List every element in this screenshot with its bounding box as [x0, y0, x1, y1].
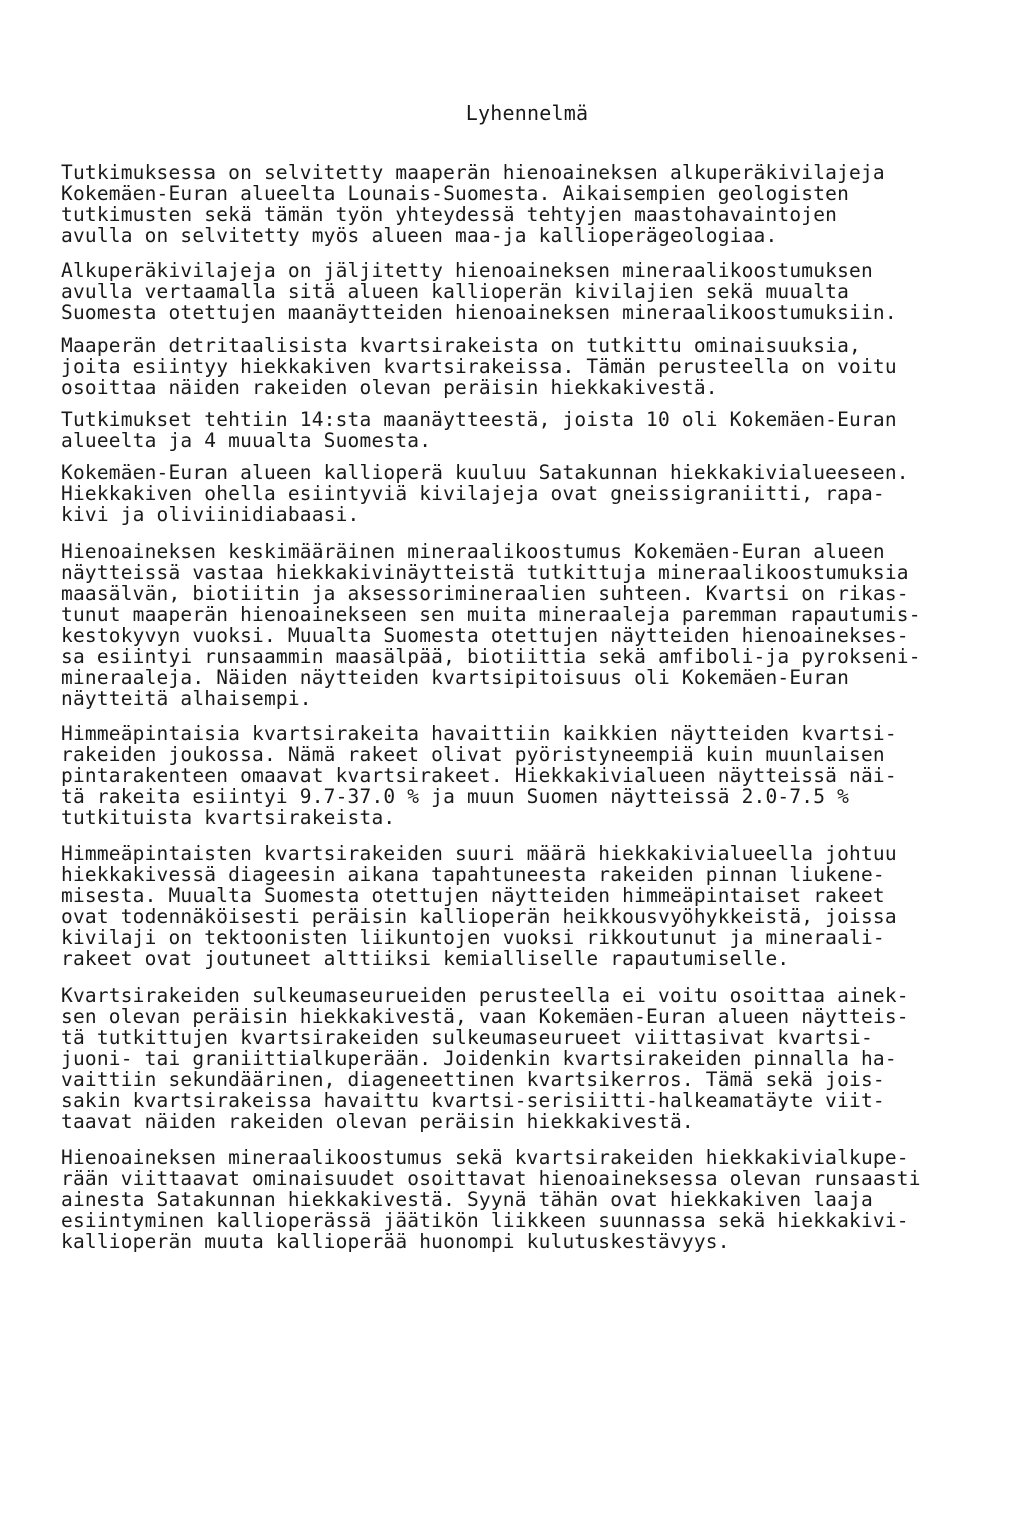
paragraph-4: Tutkimukset tehtiin 14:sta maanäytteestä, joista 10 oli Kokemäen-Euran alueelta ja 4 muualta Suomesta. [61, 408, 897, 452]
paragraph-10: Hienoaineksen mineraalikoostumus sekä kvartsirakeiden hiekkakivialkupe- rään viittaavat ominaisuudet osoittavat hienoaineksessa olevan runsaasti ainesta Satakunnan hiekkakivestä. Syynä tähän ovat hiekkakiven laaja esiintyminen kallioperässä jäätikön liikkeen suunnassa sekä hiekkakivi- kallioperän muuta kallioperää huonompi kulutuskestävyys. [61, 1146, 921, 1253]
paragraph-2: Alkuperäkivilajeja on jäljitetty hienoaineksen mineraalikoostumuksen avulla vertaamalla sitä alueen kallioperän kivilajien sekä muualta Suomesta otettujen maanäytteiden hienoaineksen mineraalikoostumuksiin. [61, 259, 897, 324]
paragraph-6: Hienoaineksen keskimääräinen mineraalikoostumus Kokemäen-Euran alueen näytteissä vastaa hiekkakivinäytteistä tutkittuja mineraalikoostumuksia maasälvän, biotiitin ja aksessorimineraalien suhteen. Kvartsi on rikas- tunut maaperän hienoainekseen sen muita mineraaleja paremman rapautumis- kestokyvyn vuoksi. Muualta Suomesta otettujen näytteiden hienoainekses- sa esiintyi runsaammin maasälpää, biotiittia sekä amfiboli-ja pyrokseni- mineraaleja. Näiden näytteiden kvartsipitoisuus oli Kokemäen-Euran näytteitä alhaisempi. [61, 540, 921, 710]
paragraph-1: Tutkimuksessa on selvitetty maaperän hienoaineksen alkuperäkivilajeja Kokemäen-Euran alueelta Lounais-Suomesta. Aikaisempien geologisten tutkimusten sekä tämän työn yhteydessä tehtyjen maastohavaintojen avulla on selvitetty myös alueen maa-ja kallioperägeologiaa. [61, 161, 885, 247]
page-title: Lyhennelmä [465, 101, 589, 125]
paragraph-8: Himmeäpintaisten kvartsirakeiden suuri määrä hiekkakivialueella johtuu hiekkakivessä diageesin aikana tapahtuneesta rakeiden pinnan liukene- misesta. Muualta Suomesta otettujen näytteiden himmeäpintaiset rakeet ovat todennäköisesti peräisin kallioperän heikkousvyöhykkeistä, joissa kivilaji on tektoonisten liikuntojen vuoksi rikkoutunut ja mineraali- rakeet ovat joutuneet alttiiksi kemialliselle rapautumiselle. [61, 842, 897, 970]
paragraph-9: Kvartsirakeiden sulkeumaseurueiden perusteella ei voitu osoittaa ainek- sen olevan peräisin hiekkakivestä, vaan Kokemäen-Euran alueen näytteis- tä tutkittujen kvartsirakeiden sulkeumaseurueet viittasivat kvartsi- juoni- tai graniittialkuperään. Joidenkin kvartsirakeiden pinnalla ha- vaittiin sekundäärinen, diageneettinen kvartsikerros. Tämä sekä jois- sakin kvartsirakeissa havaittu kvartsi-serisiitti-halkeamatäyte viit- taavat näiden rakeiden olevan peräisin hiekkakivestä. [61, 984, 909, 1133]
paragraph-7: Himmeäpintaisia kvartsirakeita havaittiin kaikkien näytteiden kvartsi- rakeiden joukossa. Nämä rakeet olivat pyöristyneempiä kuin muunlaisen pintarakenteen omaavat kvartsirakeet. Hiekkakivialueen näytteissä näi- tä rakeita esiintyi 9.7-37.0 % ja muun Suomen näytteissä 2.0-7.5 % tutkituista kvartsirakeista. [61, 722, 897, 829]
paragraph-5: Kokemäen-Euran alueen kallioperä kuuluu Satakunnan hiekkakivialueeseen. Hiekkakiven ohella esiintyviä kivilajeja ovat gneissigraniitti, rapa- kivi ja oliviinidiabaasi. [61, 461, 909, 526]
paragraph-3: Maaperän detritaalisista kvartsirakeista on tutkittu ominaisuuksia, joita esiintyy hiekkakiven kvartsirakeissa. Tämän perusteella on voitu osoittaa näiden rakeiden olevan peräisin hiekkakivestä. [61, 334, 897, 399]
